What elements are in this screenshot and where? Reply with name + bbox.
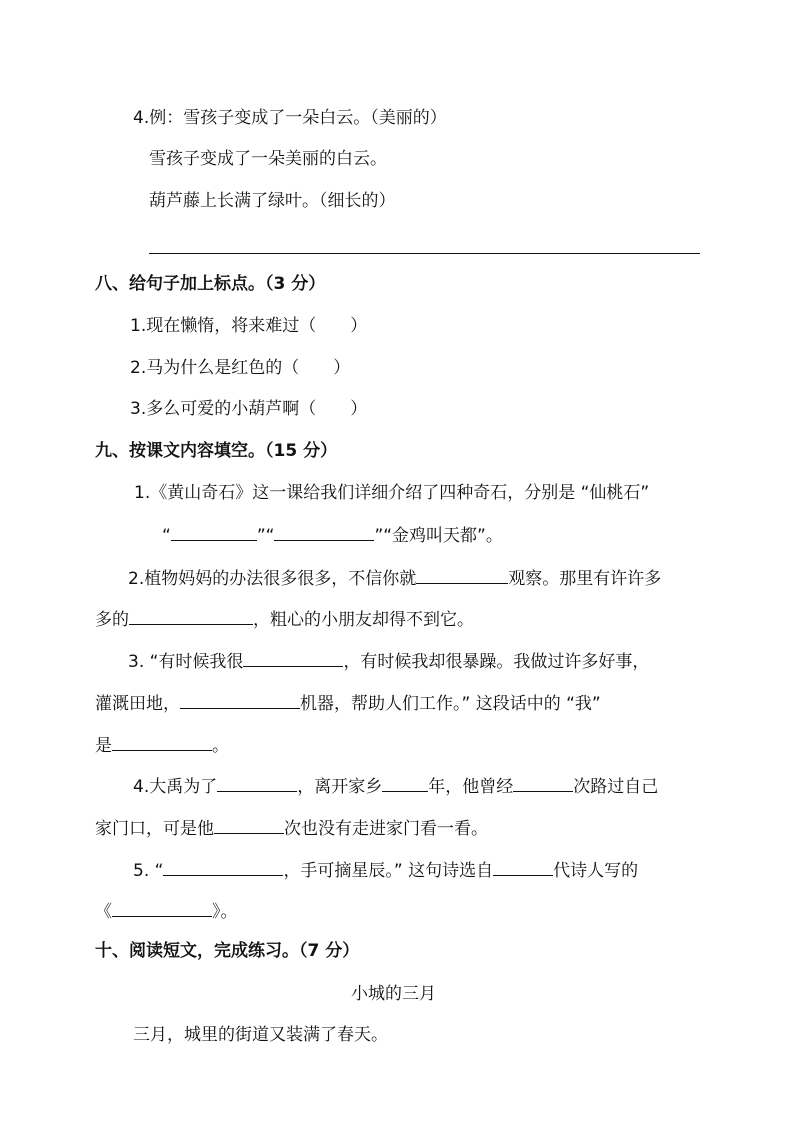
q3-line-3 (95, 732, 229, 758)
paren-close: ） (350, 316, 368, 336)
paren-close: ） (333, 358, 351, 378)
fill-blank[interactable] (112, 732, 212, 751)
q5-text: 5. “ (133, 861, 164, 881)
punctuation-item-3 (130, 397, 367, 421)
paren-open: （ (299, 399, 317, 419)
q4-text: 家门口，可是他 (95, 819, 214, 839)
quote-open: “ (265, 526, 275, 546)
fill-blank[interactable] (171, 522, 257, 541)
quote-open: “ (162, 526, 171, 546)
q4-line-1 (133, 773, 658, 799)
fill-blank[interactable] (214, 815, 284, 834)
q3-text: 是 (95, 736, 112, 756)
section-8-title: 八、给句子加上标点。（3 分） (95, 274, 326, 294)
q2-line-1 (128, 565, 661, 591)
q1-tail: “金鸡叫天都”。 (383, 526, 503, 546)
paren-open: （ (299, 316, 317, 336)
answer-blank-line[interactable] (149, 253, 700, 254)
item-text: 1.现在懒惰，将来难过 (130, 316, 300, 336)
paren-close: ） (350, 399, 368, 419)
item-text: 3.多么可爱的小葫芦啊 (130, 399, 300, 419)
fill-blank[interactable] (180, 690, 300, 709)
example-task: 葫芦藤上长满了绿叶。（细长的） (149, 191, 396, 211)
q4-line-2 (95, 815, 488, 841)
q4-text: 年，他曾经 (428, 777, 514, 797)
fill-blank[interactable] (493, 857, 553, 876)
fill-blank[interactable] (112, 898, 212, 917)
fill-blank[interactable] (129, 606, 253, 625)
q3-text: 灌溉田地， (95, 694, 180, 714)
q5-text: 》。 (212, 902, 238, 922)
passage-first-line: 三月，城里的街道又装满了春天。 (133, 1025, 388, 1045)
quote-close: ” (256, 526, 266, 546)
q4-text: 次路过自己 (573, 777, 659, 797)
q2-text: 观察。那里有许许多 (508, 569, 662, 589)
q1-line-1: 1.《黄山奇石》这一课给我们详细介绍了四种奇石，分别是 “仙桃石” (134, 483, 650, 503)
punctuation-item-1 (130, 314, 367, 338)
q4-text: ，离开家乡 (297, 777, 383, 797)
q5-text: ，手可摘星辰。” 这句诗选自 (283, 861, 494, 881)
item-text: 2.马为什么是红色的 (130, 358, 283, 378)
fill-blank[interactable] (274, 522, 374, 541)
fill-blank[interactable] (163, 857, 283, 876)
q2-text: ，粗心的小朋友却得不到它。 (253, 610, 474, 630)
section-10-title: 十、阅读短文，完成练习。（7 分） (95, 941, 360, 961)
q3-line-2 (95, 690, 601, 716)
fill-blank[interactable] (416, 565, 508, 584)
fill-blank[interactable] (217, 773, 297, 792)
q3-text: 机器，帮助人们工作。” 这段话中的 “我” (300, 694, 601, 714)
q2-text: 多的 (95, 610, 129, 630)
fill-blank[interactable] (243, 648, 343, 667)
q1-line-2 (162, 522, 503, 548)
q3-line-1 (128, 648, 649, 674)
fill-blank[interactable] (513, 773, 573, 792)
example-answer: 雪孩子变成了一朵美丽的白云。 (149, 149, 387, 169)
q2-line-2 (95, 606, 474, 632)
q5-line-1 (133, 857, 638, 883)
q5-line-2 (95, 898, 238, 924)
punctuation-item-2 (130, 356, 350, 380)
paren-open: （ (282, 358, 300, 378)
fill-blank[interactable] (382, 773, 428, 792)
q4-text: 次也没有走进家门看一看。 (284, 819, 488, 839)
q3-text: 。 (212, 736, 229, 756)
q5-text: 《 (95, 902, 112, 922)
example-prompt: 4.例：雪孩子变成了一朵白云。（美丽的） (133, 108, 447, 128)
quote-close: ” (374, 526, 384, 546)
q2-text: 2.植物妈妈的办法很多很多，不信你就 (128, 569, 417, 589)
q3-text: 3. “有时候我很 (128, 652, 244, 672)
q4-text: 4.大禹为了 (133, 777, 218, 797)
q3-text: ，有时候我却很暴躁。我做过许多好事， (343, 652, 650, 672)
section-9-title: 九、按课文内容填空。（15 分） (95, 441, 338, 461)
passage-title: 小城的三月 (351, 984, 436, 1004)
q5-text: 代诗人写的 (553, 861, 639, 881)
